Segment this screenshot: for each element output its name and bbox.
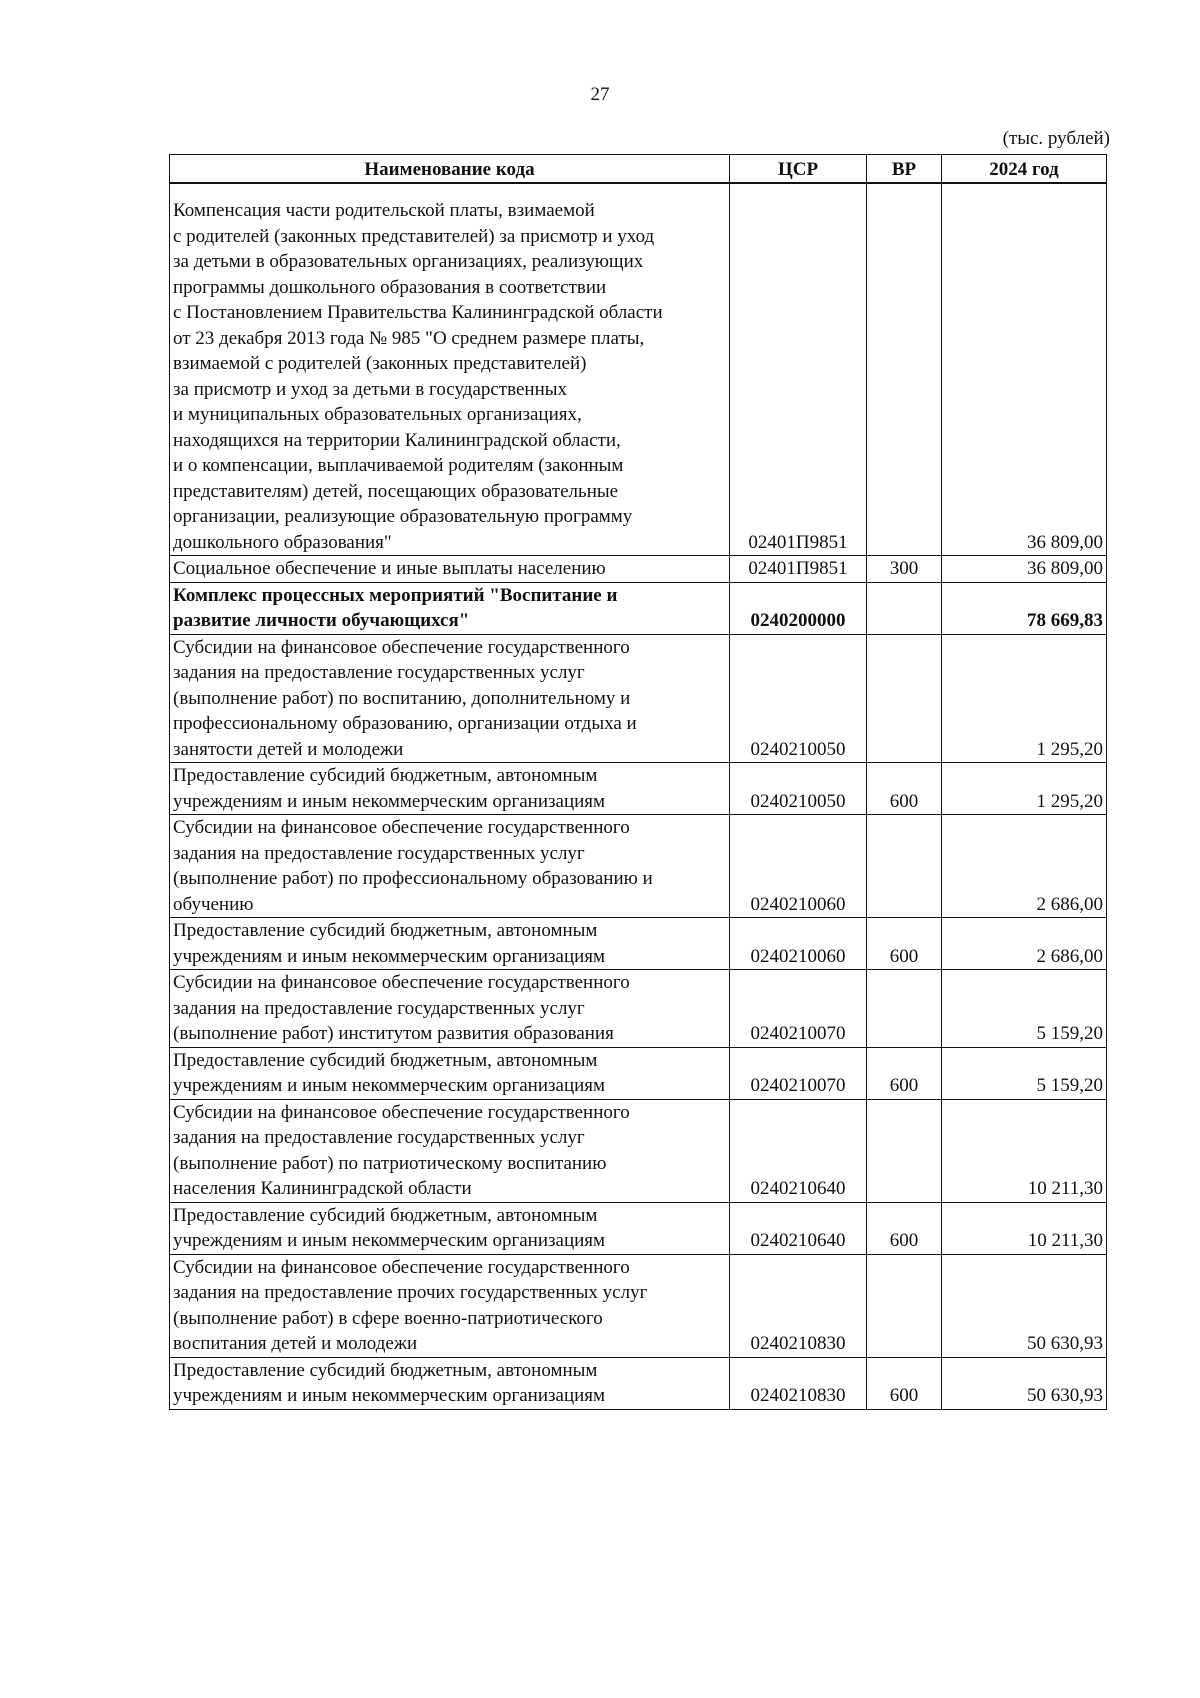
table-row — [170, 1099, 1107, 1202]
row-vr-cell: 600 — [867, 763, 942, 815]
row-vr-cell: 600 — [867, 918, 942, 970]
row-csr-cell: 0240210070 — [730, 1047, 867, 1099]
row-sum-cell: 10 211,30 — [942, 1202, 1107, 1254]
row-vr-cell — [867, 634, 942, 763]
row-vr-cell: 300 — [867, 556, 942, 583]
units-label: (тыс. рублей) — [1002, 128, 1110, 149]
table-row — [170, 1202, 1107, 1254]
budget-table — [169, 154, 1107, 1410]
row-sum-cell: 2 686,00 — [942, 918, 1107, 970]
row-sum-cell: 36 809,00 — [942, 556, 1107, 583]
table-row — [170, 1254, 1107, 1357]
row-name-cell: Субсидии на финансовое обеспечение государственного задания на предоставление государственных услуг (выполнение работ) по воспитанию, дополнительному и профессиональному образованию, организации отдыха и занятости детей и молодежи — [170, 634, 730, 763]
row-vr-cell — [867, 183, 942, 556]
row-name-cell: Предоставление субсидий бюджетным, автономным учреждениям и иным некоммерческим организациям — [170, 1357, 730, 1409]
header-name: Наименование кода — [170, 155, 730, 184]
table-row — [170, 634, 1107, 763]
row-csr-cell: 0240210050 — [730, 763, 867, 815]
row-csr-cell: 0240210070 — [730, 970, 867, 1048]
header-year: 2024 год — [942, 155, 1107, 184]
table-header-row — [170, 155, 1107, 184]
row-sum-cell: 10 211,30 — [942, 1099, 1107, 1202]
row-sum-cell: 5 159,20 — [942, 970, 1107, 1048]
table-row — [170, 556, 1107, 583]
table-body — [170, 183, 1107, 1409]
row-name-cell: Компенсация части родительской платы, взимаемой с родителей (законных представителей) за присмотр и уход за детьми в образовательных организациях, реализующих программы дошкольного образования в соответствии с Постановлением Правительства Калининградской области от 23 декабря 2013 года № 985 "О среднем размере платы, взимаемой с родителей (законных представителей) за присмотр и уход за детьми в государственных и муниципальных образовательных организациях, находящихся на территории Калининградской области, и о компенсации, выплачиваемой родителям (законным представителям) детей, посещающих образовательные организации, реализующие образовательную программу дошкольного образования" — [170, 183, 730, 556]
row-csr-cell: 0240210060 — [730, 918, 867, 970]
row-name-cell: Субсидии на финансовое обеспечение государственного задания на предоставление государственных услуг (выполнение работ) институтом развития образования — [170, 970, 730, 1048]
row-vr-cell: 600 — [867, 1202, 942, 1254]
row-csr-cell: 02401П9851 — [730, 183, 867, 556]
row-sum-cell: 50 630,93 — [942, 1254, 1107, 1357]
row-sum-cell: 1 295,20 — [942, 763, 1107, 815]
row-name-cell: Субсидии на финансовое обеспечение государственного задания на предоставление прочих государственных услуг (выполнение работ) в сфере военно-патриотического воспитания детей и молодежи — [170, 1254, 730, 1357]
row-csr-cell: 0240210640 — [730, 1202, 867, 1254]
row-sum-cell: 5 159,20 — [942, 1047, 1107, 1099]
row-vr-cell — [867, 970, 942, 1048]
row-vr-cell — [867, 1254, 942, 1357]
table-row — [170, 815, 1107, 918]
row-name-cell: Предоставление субсидий бюджетным, автономным учреждениям и иным некоммерческим организациям — [170, 1047, 730, 1099]
row-vr-cell — [867, 582, 942, 634]
row-csr-cell: 0240210640 — [730, 1099, 867, 1202]
row-name-cell: Предоставление субсидий бюджетным, автономным учреждениям и иным некоммерческим организациям — [170, 763, 730, 815]
row-sum-cell: 1 295,20 — [942, 634, 1107, 763]
table-row — [170, 183, 1107, 556]
row-name-cell: Комплекс процессных мероприятий "Воспитание и развитие личности обучающихся" — [170, 582, 730, 634]
header-vr: ВР — [867, 155, 942, 184]
row-csr-cell: 02401П9851 — [730, 556, 867, 583]
row-name-cell: Предоставление субсидий бюджетным, автономным учреждениям и иным некоммерческим организациям — [170, 918, 730, 970]
table-row — [170, 582, 1107, 634]
row-csr-cell: 0240200000 — [730, 582, 867, 634]
row-name-cell: Социальное обеспечение и иные выплаты населению — [170, 556, 730, 583]
row-csr-cell: 0240210060 — [730, 815, 867, 918]
row-sum-cell: 78 669,83 — [942, 582, 1107, 634]
row-csr-cell: 0240210830 — [730, 1254, 867, 1357]
table-row — [170, 763, 1107, 815]
row-name-cell: Субсидии на финансовое обеспечение государственного задания на предоставление государственных услуг (выполнение работ) по профессиональному образованию и обучению — [170, 815, 730, 918]
table-row — [170, 918, 1107, 970]
row-vr-cell — [867, 1099, 942, 1202]
row-vr-cell — [867, 815, 942, 918]
row-name-cell: Предоставление субсидий бюджетным, автономным учреждениям и иным некоммерческим организациям — [170, 1202, 730, 1254]
row-vr-cell: 600 — [867, 1047, 942, 1099]
row-sum-cell: 50 630,93 — [942, 1357, 1107, 1409]
table-row — [170, 970, 1107, 1048]
table-row — [170, 1047, 1107, 1099]
row-name-cell: Субсидии на финансовое обеспечение государственного задания на предоставление государственных услуг (выполнение работ) по патриотическому воспитанию населения Калининградской области — [170, 1099, 730, 1202]
table-row — [170, 1357, 1107, 1409]
row-sum-cell: 2 686,00 — [942, 815, 1107, 918]
row-sum-cell: 36 809,00 — [942, 183, 1107, 556]
row-csr-cell: 0240210050 — [730, 634, 867, 763]
row-vr-cell: 600 — [867, 1357, 942, 1409]
row-csr-cell: 0240210830 — [730, 1357, 867, 1409]
page-number: 27 — [590, 84, 610, 105]
header-csr: ЦСР — [730, 155, 867, 184]
